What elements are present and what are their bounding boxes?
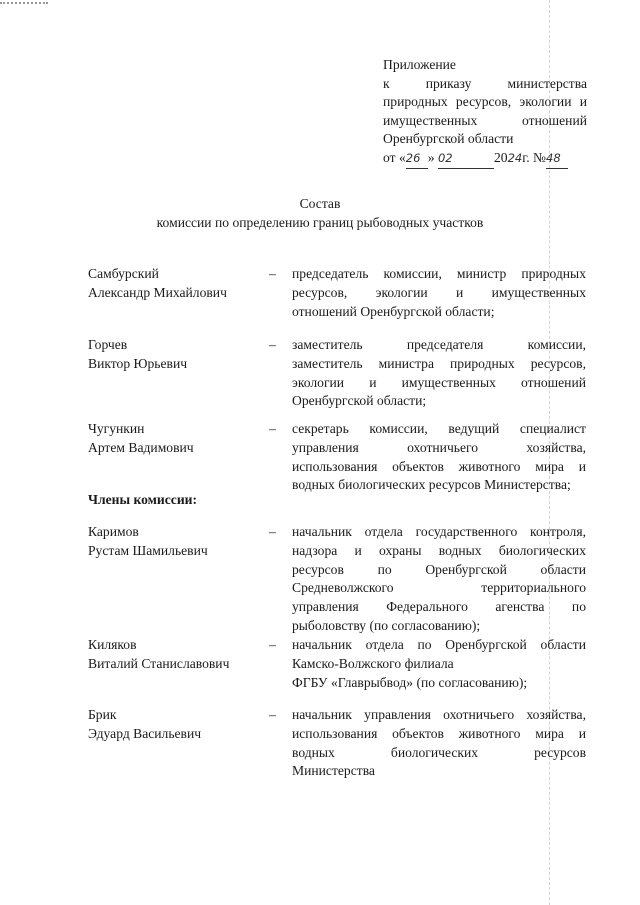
role-line: Министерства <box>292 763 375 779</box>
date-number-sign: г. № <box>522 149 547 165</box>
dash-separator: – <box>269 707 276 722</box>
member-name <box>88 523 268 561</box>
role-line: водных биологических ресурсов <box>292 744 586 760</box>
date-year: 24 <box>507 150 523 165</box>
role-line: рыболовству (по согласованию); <box>292 617 481 633</box>
member-surname: Брик <box>88 707 117 722</box>
role-line: Камско-Волжского филиала <box>292 655 454 671</box>
member-surname: Самбурский <box>88 266 159 281</box>
member-name <box>88 336 268 374</box>
member-role <box>292 336 586 411</box>
role-line: заместитель председателя комиссии, <box>292 337 586 352</box>
appendix-line: имущественных отношений <box>383 112 587 128</box>
date-day: 26 <box>406 149 428 169</box>
date-prefix: от « <box>383 149 406 165</box>
member-surname: Чугункин <box>88 421 145 436</box>
role-line: ресурсов по Оренбургской области <box>292 561 586 577</box>
appendix-line: к приказу министерства <box>383 75 587 91</box>
role-line: начальник отдела по Оренбургской области <box>292 637 586 652</box>
date-mid: » <box>427 149 435 165</box>
member-given-names: Виктор Юрьевич <box>88 355 188 371</box>
role-line: использования объектов животного мира и <box>292 458 586 474</box>
member-role <box>292 265 586 321</box>
role-line: Оренбургской области; <box>292 393 427 409</box>
dash-separator: – <box>269 421 276 436</box>
appendix-date-line <box>383 149 587 169</box>
member-given-names: Артем Вадимович <box>88 439 194 455</box>
member-role <box>292 523 586 636</box>
members-heading: Члены комиссии: <box>88 492 198 507</box>
date-month: 02 <box>438 149 494 169</box>
role-line: водных биологических ресурсов Министерства; <box>292 477 571 493</box>
role-line: использования объектов животного мира и <box>292 725 586 741</box>
scan-edge-mark <box>0 2 48 4</box>
member-surname: Горчев <box>88 337 128 352</box>
role-line: отношений Оренбургской области; <box>292 303 495 319</box>
role-line: экологии и имущественных отношений <box>292 374 586 390</box>
document-subtitle: комиссии по определению границ рыбоводных участков <box>156 215 484 230</box>
member-role <box>292 636 586 692</box>
dash-separator: – <box>269 266 276 281</box>
role-line: заместитель министра природных ресурсов, <box>292 355 586 371</box>
member-role <box>292 706 586 781</box>
role-line: управления охотничьего хозяйства, <box>292 439 586 455</box>
member-surname: Киляков <box>88 637 137 652</box>
role-line: Средневолжского территориального <box>292 580 586 596</box>
appendix-line: Приложение <box>383 57 456 72</box>
date-number: 48 <box>546 149 568 169</box>
appendix-block <box>383 56 587 169</box>
role-line: ресурсов, экологии и имущественных <box>292 284 586 300</box>
role-line: секретарь комиссии, ведущий специалист <box>292 421 586 436</box>
appendix-line: природных ресурсов, экологии и <box>383 94 587 110</box>
dash-separator: – <box>269 637 276 652</box>
role-line: начальник отдела государственного контроля, <box>292 524 586 539</box>
dash-separator: – <box>269 524 276 539</box>
member-given-names: Александр Михайлович <box>88 284 227 300</box>
member-name <box>88 265 268 303</box>
member-given-names: Виталий Станиславович <box>88 655 230 671</box>
member-name <box>88 636 268 674</box>
member-given-names: Рустам Шамильевич <box>88 542 208 558</box>
member-role <box>292 420 586 495</box>
member-name <box>88 420 268 458</box>
role-line: начальник управления охотничьего хозяйства, <box>292 707 586 722</box>
document-title: Состав <box>299 196 341 211</box>
role-line: председатель комиссии, министр природных <box>292 266 586 281</box>
member-name <box>88 706 268 744</box>
role-line: надзора и охраны водных биологических <box>292 542 586 558</box>
date-year-prefix: 20 <box>493 149 508 165</box>
appendix-line: Оренбургской области <box>383 131 514 147</box>
role-line: ФГБУ «Главрыбвод» (по согласованию); <box>292 674 528 690</box>
member-surname: Каримов <box>88 524 139 539</box>
role-line: управления Федерального агенства по <box>292 599 586 615</box>
dash-separator: – <box>269 337 276 352</box>
member-given-names: Эдуард Васильевич <box>88 725 202 741</box>
